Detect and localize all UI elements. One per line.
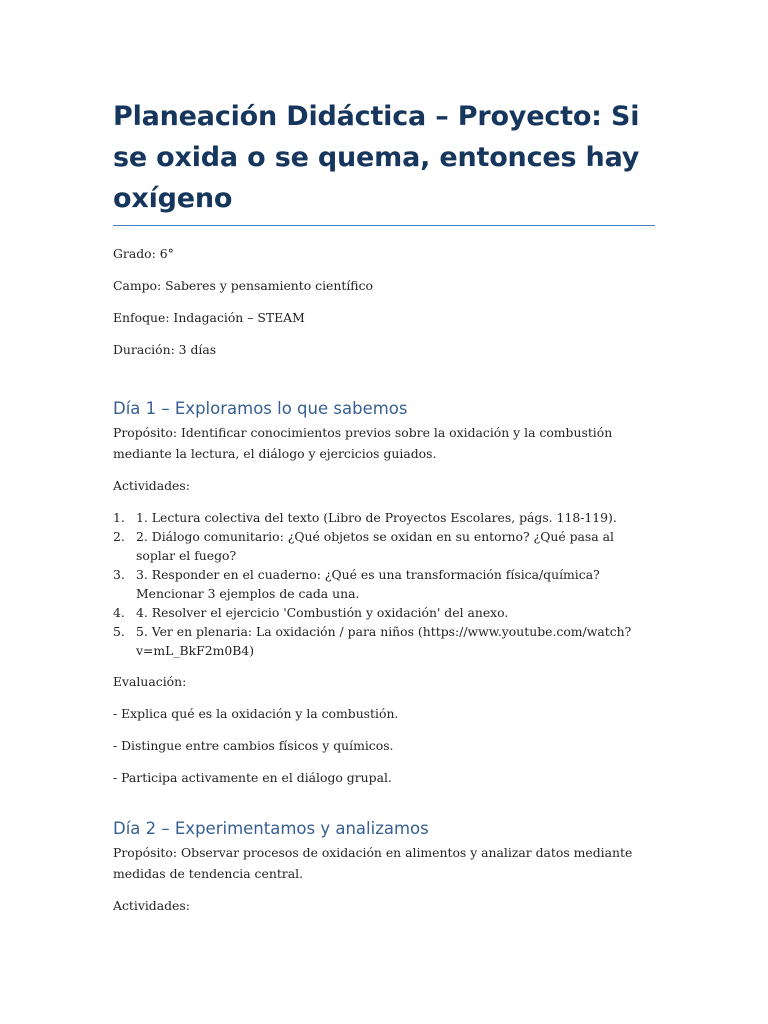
list-item-number: 1. xyxy=(113,510,125,525)
list-item xyxy=(113,527,655,565)
day2-activities-label: Actividades: xyxy=(113,898,190,913)
day1-purpose: Propósito: Identificar conocimientos previos sobre la oxidación y la combustión mediante la lectura, el diálogo y ejercicios guiados. xyxy=(113,425,613,461)
list-item-number: 3. xyxy=(113,567,125,582)
day1-activities-list xyxy=(113,508,655,660)
list-item-text: 2. Diálogo comunitario: ¿Qué objetos se oxidan en su entorno? ¿Qué pasa al soplar el fuego? xyxy=(136,529,614,563)
day1-section xyxy=(113,398,655,788)
meta-grade: Grado: 6° xyxy=(113,246,174,261)
meta-approach: Enfoque: Indagación – STEAM xyxy=(113,310,305,325)
day2-heading: Día 2 – Experimentamos y analizamos xyxy=(113,819,429,838)
list-item xyxy=(113,565,655,603)
evaluation-item: - Participa activamente en el diálogo grupal. xyxy=(113,770,392,785)
list-item-number: 2. xyxy=(113,529,125,544)
list-item xyxy=(113,603,655,622)
meta-duration: Duración: 3 días xyxy=(113,342,217,357)
list-item-number: 4. xyxy=(113,605,125,620)
list-item-text: 4. Resolver el ejercicio 'Combustión y oxidación' del anexo. xyxy=(136,605,509,620)
meta-field: Campo: Saberes y pensamiento científico xyxy=(113,278,373,293)
list-item-text: 3. Responder en el cuaderno: ¿Qué es una transformación física/química? Mencionar 3 ejemplos de cada una. xyxy=(136,567,600,601)
document-title: Planeación Didáctica – Proyecto: Si se oxida o se quema, entonces hay oxígeno xyxy=(113,96,655,226)
metadata-block xyxy=(113,244,655,360)
evaluation-item: - Explica qué es la oxidación y la combustión. xyxy=(113,706,399,721)
list-item-text: 5. Ver en plenaria: La oxidación / para niños (https://www.youtube.com/watch?v=mL_BkF2m0B4) xyxy=(136,624,632,658)
day2-purpose: Propósito: Observar procesos de oxidación en alimentos y analizar datos mediante medidas de tendencia central. xyxy=(113,845,633,881)
list-item xyxy=(113,508,655,527)
day1-heading: Día 1 – Exploramos lo que sabemos xyxy=(113,399,408,418)
list-item xyxy=(113,622,655,660)
day1-activities-label: Actividades: xyxy=(113,478,190,493)
list-item-number: 5. xyxy=(113,624,125,639)
list-item-text: 1. Lectura colectiva del texto (Libro de Proyectos Escolares, págs. 118-119). xyxy=(136,510,617,525)
day1-evaluation-label: Evaluación: xyxy=(113,674,187,689)
evaluation-item: - Distingue entre cambios físicos y químicos. xyxy=(113,738,394,753)
day2-section xyxy=(113,818,655,916)
